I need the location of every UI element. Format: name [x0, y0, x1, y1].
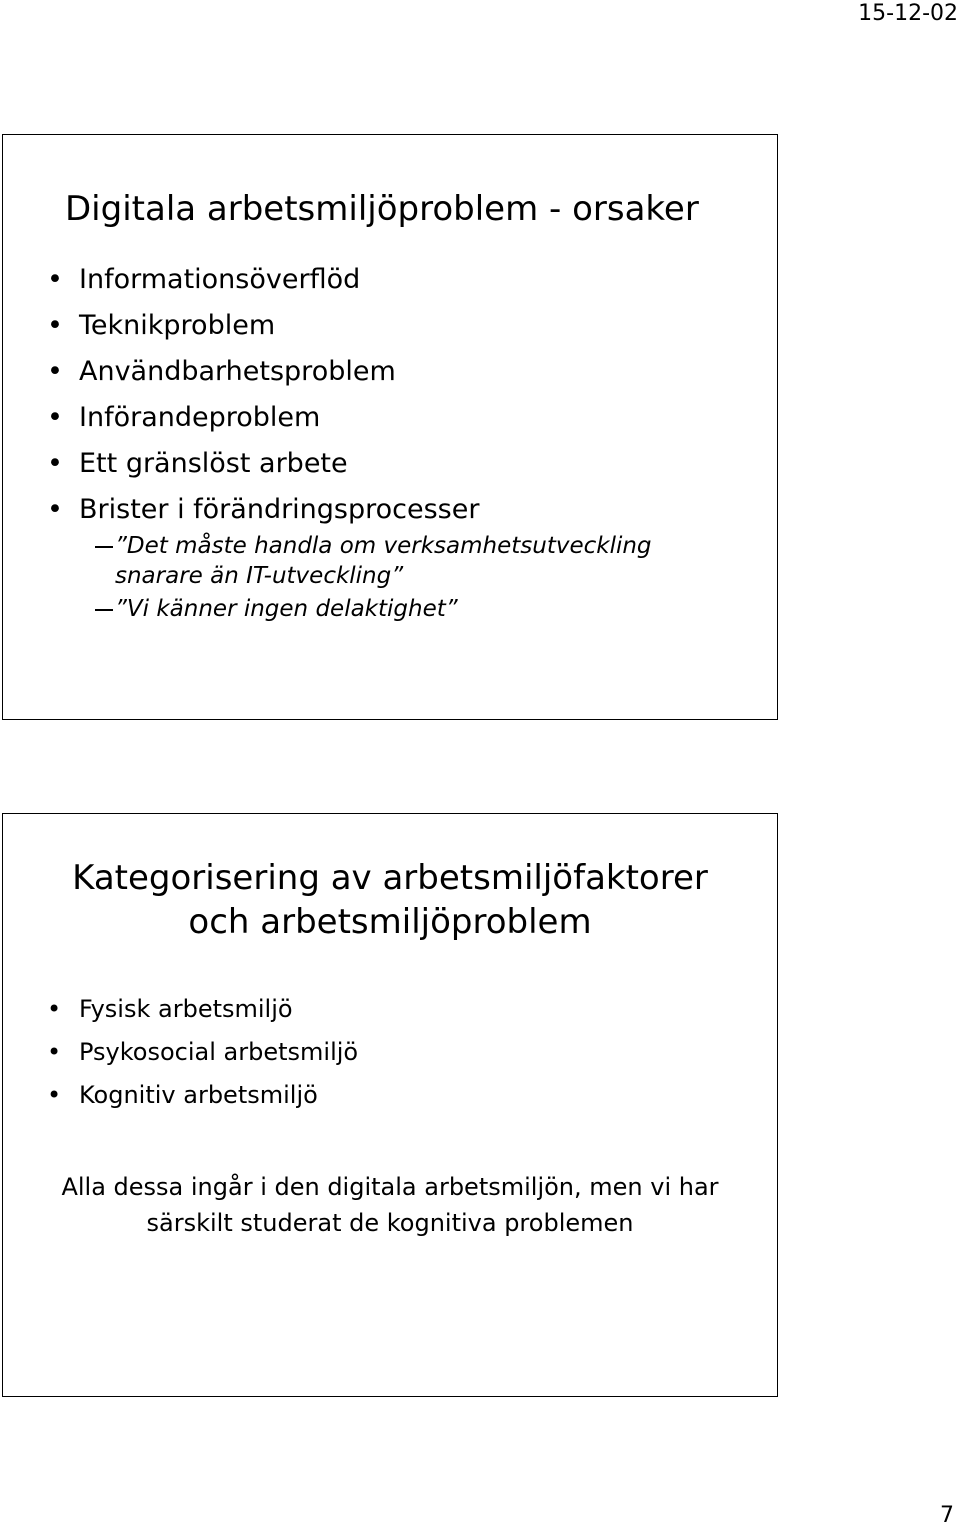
list-item: • Psykosocial arbetsmiljö	[47, 1031, 358, 1074]
list-item: • Införandeproblem	[47, 395, 479, 441]
slide-title-line: och arbetsmiljöproblem	[188, 902, 592, 942]
slide-title	[3, 856, 777, 944]
sub-list-item	[95, 594, 695, 624]
list-item: • Ett gränslöst arbete	[47, 441, 479, 487]
sub-list-item-text: ”Vi känner ingen delaktighet”	[115, 596, 458, 622]
slide-title-line: Kategorisering av arbetsmiljöfaktorer	[72, 858, 708, 898]
list-item: • Brister i förändringsprocesser	[47, 487, 479, 533]
dash-icon	[95, 546, 113, 548]
slide-title: Digitala arbetsmiljöproblem - orsaker	[65, 189, 699, 229]
list-item: • Fysisk arbetsmiljö	[47, 988, 358, 1031]
bullet-list	[47, 988, 358, 1117]
list-item: • Informationsöverflöd	[47, 257, 479, 303]
closing-text	[3, 1169, 777, 1241]
list-item: • Kognitiv arbetsmiljö	[47, 1074, 358, 1117]
dash-icon	[95, 609, 113, 611]
page-date: 15-12-02	[858, 1, 958, 26]
list-item: • Användbarhetsproblem	[47, 349, 479, 395]
bullet-list	[47, 257, 479, 533]
sub-list-item-text: ”Det måste handla om verksamhetsutveckling snarare än IT-utveckling”	[115, 533, 652, 589]
list-item: • Teknikproblem	[47, 303, 479, 349]
slide-orsaker	[2, 134, 778, 720]
sub-list-item	[95, 531, 695, 591]
closing-line: särskilt studerat de kognitiva problemen	[146, 1209, 634, 1237]
sub-bullet-list	[95, 531, 695, 624]
closing-line: Alla dessa ingår i den digitala arbetsmiljön, men vi har	[61, 1173, 719, 1201]
page-number: 7	[940, 1503, 954, 1528]
slide-kategorisering	[2, 813, 778, 1397]
